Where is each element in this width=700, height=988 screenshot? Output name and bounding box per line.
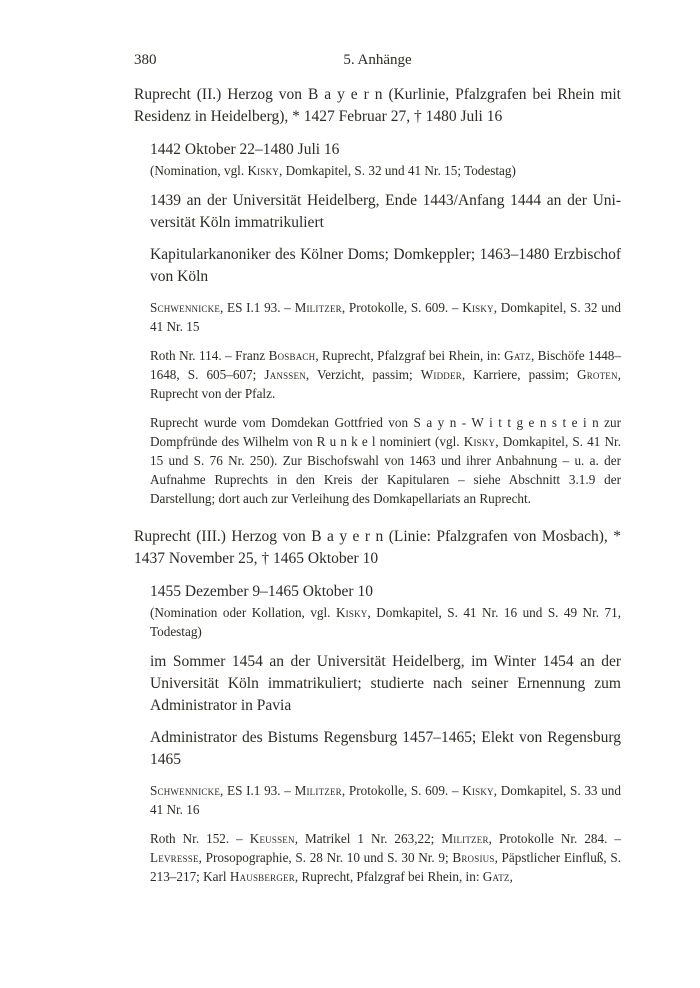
- references-literature: Roth Nr. 152. – Keussen, Matrikel 1 Nr. 263,22; Militzer, Protokolle Nr. 284. – Levresse, Prosopographie, S. 28 Nr. 10 und S. 30 Nr. 9; Brosius, Päpstlicher Einfluß, S. 213–217; Karl Hausberger, Ruprecht, Pfalzgraf bei Rhein, in: Gatz,: [150, 831, 621, 884]
- tenure-dates: 1455 Dezember 9–1465 Oktober 10: [150, 583, 373, 600]
- entry-ruprecht-ii: [134, 84, 621, 508]
- running-header-title: 5. Anhänge: [343, 52, 412, 68]
- entry-heading: Ruprecht (II.) Herzog von B a y e r n (Kurlinie, Pfalzgrafen bei Rhein mit Residenz in Heidelberg), * 1427 Februar 27, † 1480 Juli 16: [134, 86, 621, 125]
- running-head: [134, 50, 621, 70]
- references-literature: Roth Nr. 114. – Franz Bosbach, Ruprecht, Pfalzgraf bei Rhein, in: Gatz, Bischöfe 1448–1648, S. 605–607; Janssen, Verzicht, passim; Widder, Karriere, passim; Groten, Ruprecht von der Pfalz.: [150, 348, 622, 401]
- tenure-dates: 1442 Oktober 22–1480 Juli 16: [150, 141, 340, 158]
- references-primary: Schwennicke, ES I.1 93. – Militzer, Protokolle, S. 609. – Kisky, Domkapitel, S. 32 und 41 Nr. 15: [150, 300, 621, 334]
- commentary-note: Ruprecht wurde vom Domdekan Gottfried von S a y n - W i t t g e n s t e i n zur Dompfründe des Wilhelm von R u n k e l nominiert (vgl. Kisky, Domkapitel, S. 41 Nr. 15 und S. 76 Nr. 250). Zur Bischofswahl von 1463 und ihrer Anbahnung – u. a. der Aufnahme Ruprechts in den Kreis der Kapitularen – siehe Abschnitt 3.1.9 der Darstellung; dort auch zur Verleihung des Domkapellariats an Ruprecht.: [150, 415, 621, 506]
- education-note: im Sommer 1454 an der Universität Heidelberg, im Winter 1454 an der Universität Köln immatrikuliert; studierte nach seiner Ernennung zum Administrator in Pavia: [150, 653, 621, 714]
- education-note: 1439 an der Universität Heidelberg, Ende 1443/Anfang 1444 an der Universität Köln immatrikuliert: [150, 192, 621, 231]
- nomination-note: (Nomination, vgl. Kisky, Domkapitel, S. 32 und 41 Nr. 15; Todestag): [150, 163, 516, 178]
- offices-note: Administrator des Bistums Regensburg 1457–1465; Elekt von Regensburg 1465: [150, 729, 621, 768]
- references-primary: Schwennicke, ES I.1 93. – Militzer, Protokolle, S. 609. – Kisky, Domkapitel, S. 33 und 41 Nr. 16: [150, 783, 621, 817]
- nomination-note: (Nomination oder Kollation, vgl. Kisky, Domkapitel, S. 41 Nr. 16 und S. 49 Nr. 71, Todestag): [150, 605, 621, 639]
- page-number: 380: [134, 52, 157, 68]
- text-column: [134, 50, 621, 896]
- offices-note: Kapitularkanoniker des Kölner Doms; Domkeppler; 1463–1480 Erzbischof von Köln: [150, 246, 621, 285]
- entry-heading: Ruprecht (III.) Herzog von B a y e r n (Linie: Pfalzgrafen von Mosbach), * 1437 November 25, † 1465 Oktober 10: [134, 528, 621, 567]
- entry-ruprecht-iii: [134, 526, 621, 886]
